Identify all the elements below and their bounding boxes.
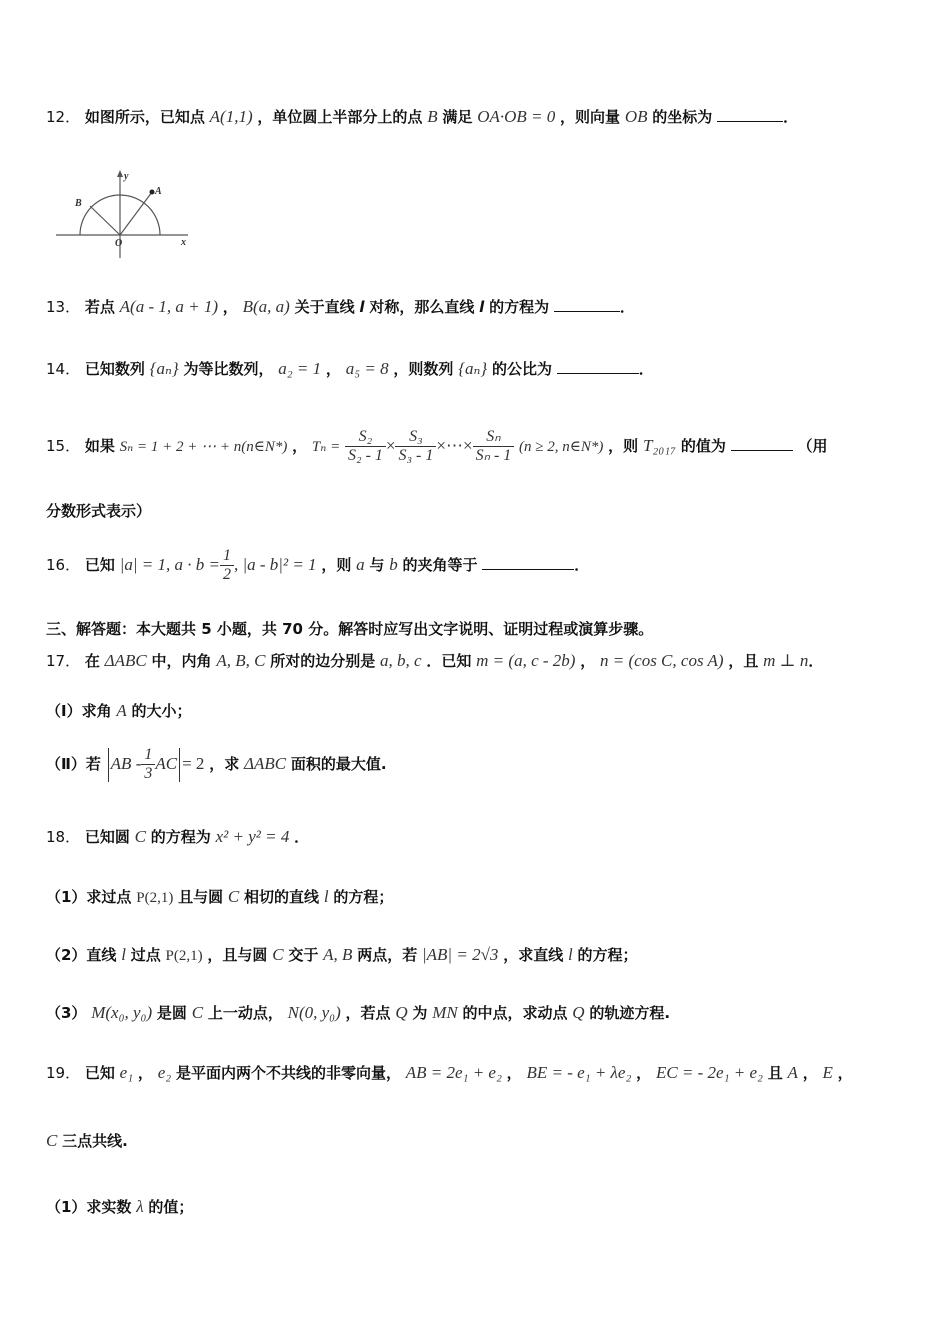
abs-bar-left — [108, 748, 109, 782]
text: ． — [808, 652, 824, 670]
text: （1）求过点 — [46, 888, 132, 906]
question-17-part-2 — [46, 740, 910, 788]
label-o: O — [115, 238, 123, 249]
math: EC = - 2e₁ + e₂ — [655, 1063, 763, 1082]
math: P(2,1) — [165, 948, 203, 964]
question-number: 17． — [46, 652, 81, 670]
text: 且 — [767, 1064, 783, 1082]
y-axis-arrow — [117, 170, 123, 177]
text: 的轨迹方程. — [589, 1004, 671, 1022]
answer-blank — [557, 359, 639, 374]
text: 为 — [412, 1004, 428, 1022]
math: A, B — [323, 945, 353, 964]
text: 是圆 — [156, 1004, 187, 1022]
math: ΔABC — [244, 754, 287, 773]
fraction — [473, 428, 515, 465]
segment-ob — [90, 206, 120, 235]
text: ， — [636, 1064, 652, 1082]
text: 的中点，求动点 — [462, 1004, 568, 1022]
text: ， — [137, 1064, 153, 1082]
text: ． — [619, 298, 635, 316]
math: e₂ — [157, 1063, 172, 1082]
text: ． — [783, 108, 799, 126]
math: b — [389, 555, 398, 574]
label-y: y — [124, 171, 129, 182]
math: C — [227, 887, 240, 906]
text: 为等比数列， — [183, 360, 274, 378]
text: ． — [574, 556, 590, 574]
text: ，则 — [608, 437, 639, 455]
answer-blank — [717, 107, 783, 122]
question-18-part-3 — [46, 1002, 910, 1024]
question-15-continued — [46, 500, 910, 522]
question-12 — [46, 106, 910, 128]
text: 的值为 — [680, 437, 726, 455]
math: MN — [432, 1003, 458, 1022]
numerator: 1 — [220, 547, 234, 566]
answer-blank — [554, 297, 620, 312]
math: E — [822, 1063, 833, 1082]
math: C — [134, 827, 147, 846]
abs-bar-right — [179, 748, 180, 782]
text: 的坐标为 — [652, 108, 713, 126]
question-16 — [46, 540, 910, 590]
text: ．已知 — [426, 652, 472, 670]
text: （1）求实数 — [46, 1198, 132, 1216]
text: 面积的最大值. — [290, 755, 387, 773]
text: 过点 — [130, 946, 161, 964]
math: AB - — [110, 754, 142, 773]
text: 已知 — [84, 1064, 115, 1082]
text: ，则数列 — [393, 360, 454, 378]
math: P(2,1) — [136, 890, 174, 906]
text: （Ⅰ）求角 — [46, 702, 112, 720]
text: 已知 — [84, 556, 115, 574]
numerator: S₃ — [395, 428, 436, 447]
math: l — [359, 298, 365, 316]
text: ． — [638, 360, 654, 378]
text: ，单位圆上半部分上的点 — [257, 108, 423, 126]
numerator: Sₙ — [473, 428, 515, 447]
denominator: 3 — [144, 765, 153, 782]
question-17-part-1 — [46, 700, 910, 722]
text: 的方程为 — [150, 828, 211, 846]
text: 的方程； — [577, 946, 638, 964]
math: λ — [136, 1197, 144, 1216]
math: M(x₀, y₀) — [91, 1003, 153, 1022]
math: a₅ = 8 — [345, 359, 389, 378]
numerator: 1 — [141, 746, 155, 765]
text: ，且与圆 — [207, 946, 268, 964]
text: 三点共线. — [62, 1132, 128, 1150]
text: ，求直线 — [503, 946, 564, 964]
text: 关于直线 — [294, 298, 355, 316]
math: OA·OB = 0 — [477, 107, 556, 126]
math: {aₙ} — [458, 359, 488, 378]
math: OB — [624, 107, 648, 126]
question-17 — [46, 650, 910, 672]
question-19-continued — [46, 1130, 910, 1152]
text: 的方程为 — [489, 298, 550, 316]
label-x: x — [181, 237, 186, 248]
text: ，则向量 — [560, 108, 621, 126]
denominator: S₃ - 1 — [398, 447, 434, 464]
question-19 — [46, 1062, 910, 1084]
question-number: 16． — [46, 556, 81, 574]
fraction — [345, 428, 386, 465]
question-number: 19． — [46, 1064, 81, 1082]
math: e₁ — [119, 1063, 134, 1082]
math: a₂ = 1 — [278, 359, 322, 378]
text: ． — [294, 828, 310, 846]
text: 两点，若 — [357, 946, 418, 964]
question-number: 14． — [46, 360, 81, 378]
math: A — [116, 701, 127, 720]
math: m ⊥ n — [763, 651, 809, 670]
math: AB = 2e₁ + e₂ — [405, 1063, 502, 1082]
math: BE = - e₁ + λe₂ — [526, 1063, 632, 1082]
math: Tₙ = — [311, 439, 341, 455]
math: n = (cos C, cos A) — [600, 651, 724, 670]
section-heading: 三、解答题：本大题共 5 小题，共 70 分。解答时应写出文字说明、证明过程或演算步骤。 — [46, 620, 654, 638]
text: ，求 — [209, 755, 240, 773]
question-19-part-1 — [46, 1196, 910, 1218]
text: 若点 — [84, 298, 115, 316]
text: ， — [802, 1064, 818, 1082]
text: （2）直线 — [46, 946, 117, 964]
text: （用 — [797, 437, 828, 455]
text: （3） — [46, 1004, 87, 1022]
question-18 — [46, 826, 910, 848]
math: C — [46, 1131, 58, 1150]
math: a — [356, 555, 365, 574]
text: 对称，那么直线 — [369, 298, 475, 316]
question-number: 12． — [46, 108, 81, 126]
math: B — [427, 107, 438, 126]
unit-circle-figure — [54, 170, 194, 260]
math: m = (a, c - 2b) — [476, 651, 576, 670]
text: 的值； — [148, 1198, 194, 1216]
text: ， — [292, 437, 308, 455]
math: ΔABC — [104, 651, 147, 670]
math: |AB| = 2√3 — [421, 945, 499, 964]
denominator: S₂ - 1 — [348, 447, 383, 464]
question-number: 18． — [46, 828, 81, 846]
text: ， — [580, 652, 596, 670]
math: |a| = 1, a · b = — [119, 555, 220, 574]
text: ， — [506, 1064, 522, 1082]
question-13 — [46, 296, 910, 318]
text: 的大小； — [131, 702, 192, 720]
text: ， — [325, 360, 341, 378]
denominator: 2 — [222, 566, 231, 583]
math: l — [479, 298, 485, 316]
text: ，且 — [728, 652, 759, 670]
text: 已知数列 — [84, 360, 145, 378]
text: 满足 — [442, 108, 473, 126]
math: l — [121, 945, 126, 964]
fraction — [395, 428, 436, 465]
math: Q — [572, 1003, 585, 1022]
text: 与 — [369, 556, 385, 574]
math: a, b, c — [380, 651, 422, 670]
math: A(1,1) — [209, 107, 253, 126]
text: 如果 — [84, 437, 115, 455]
math: l — [323, 887, 329, 906]
text: 的公比为 — [491, 360, 552, 378]
numerator: S₂ — [345, 428, 386, 447]
label-b: B — [75, 198, 82, 209]
math: ×⋯× — [436, 436, 473, 455]
question-number: 15． — [46, 437, 81, 455]
text: 且与圆 — [178, 888, 224, 906]
math: {aₙ} — [149, 359, 179, 378]
text: 交于 — [288, 946, 319, 964]
text: 分数形式表示） — [46, 502, 152, 520]
math: A, B, C — [216, 651, 266, 670]
math: l — [567, 945, 573, 964]
text: ，若点 — [345, 1004, 391, 1022]
math: = 2 — [182, 754, 205, 773]
fraction — [220, 547, 234, 584]
text: 中，内角 — [151, 652, 212, 670]
question-number: 13． — [46, 298, 81, 316]
text: （Ⅱ）若 — [46, 755, 101, 773]
math: N(0, y₀) — [287, 1003, 341, 1022]
math: Sₙ = 1 + 2 + ⋯ + n(n∈N*) — [119, 439, 288, 455]
point-a — [150, 190, 155, 195]
math: T₂₀₁₇ — [642, 436, 677, 455]
math: (n ≥ 2, n∈N*) — [519, 439, 604, 455]
answer-blank — [731, 436, 793, 451]
text: 在 — [84, 652, 100, 670]
answer-blank — [482, 555, 574, 570]
denominator: Sₙ - 1 — [475, 447, 512, 464]
text: 的方程； — [333, 888, 394, 906]
math: A — [787, 1063, 798, 1082]
text: 相切的直线 — [244, 888, 320, 906]
text: ， — [222, 298, 238, 316]
math: , |a - b|² = 1 — [233, 555, 317, 574]
math: C — [191, 1003, 204, 1022]
math: x² + y² = 4 — [215, 827, 290, 846]
text: ， — [837, 1064, 853, 1082]
question-14 — [46, 358, 910, 380]
math: C — [272, 945, 284, 964]
question-15: 15． 如果 Sₙ = 1 + 2 + ⋯ + n(n∈N*) ， Tₙ = $\frac{\text{S₂}}{\text{S₂ - 1}}$ × $\frac{\text{S₃}}{\text{S₃ - 1}}$ ×⋯× $\frac{\text{Sₙ}}{\text{Sₙ - 1}}$ (n ≥ 2, n∈N*) ，则 T₂₀₁₇ 的值为 （用 — [46, 428, 828, 464]
text: 已知圆 — [84, 828, 130, 846]
math: A(a - 1, a + 1) — [119, 297, 219, 316]
text: 的夹角等于 — [402, 556, 478, 574]
math: B(a, a) — [242, 297, 290, 316]
math: Q — [395, 1003, 408, 1022]
text: 所对的边分别是 — [270, 652, 376, 670]
label-a: A — [155, 186, 162, 197]
question-18-part-2 — [46, 944, 910, 967]
text: 是平面内两个不共线的非零向量， — [175, 1064, 401, 1082]
math: AC — [155, 754, 178, 773]
text: ，则 — [321, 556, 352, 574]
text: 上一动点， — [207, 1004, 283, 1022]
text: 如图所示，已知点 — [84, 108, 205, 126]
question-18-part-1 — [46, 886, 910, 909]
fraction — [141, 746, 155, 783]
